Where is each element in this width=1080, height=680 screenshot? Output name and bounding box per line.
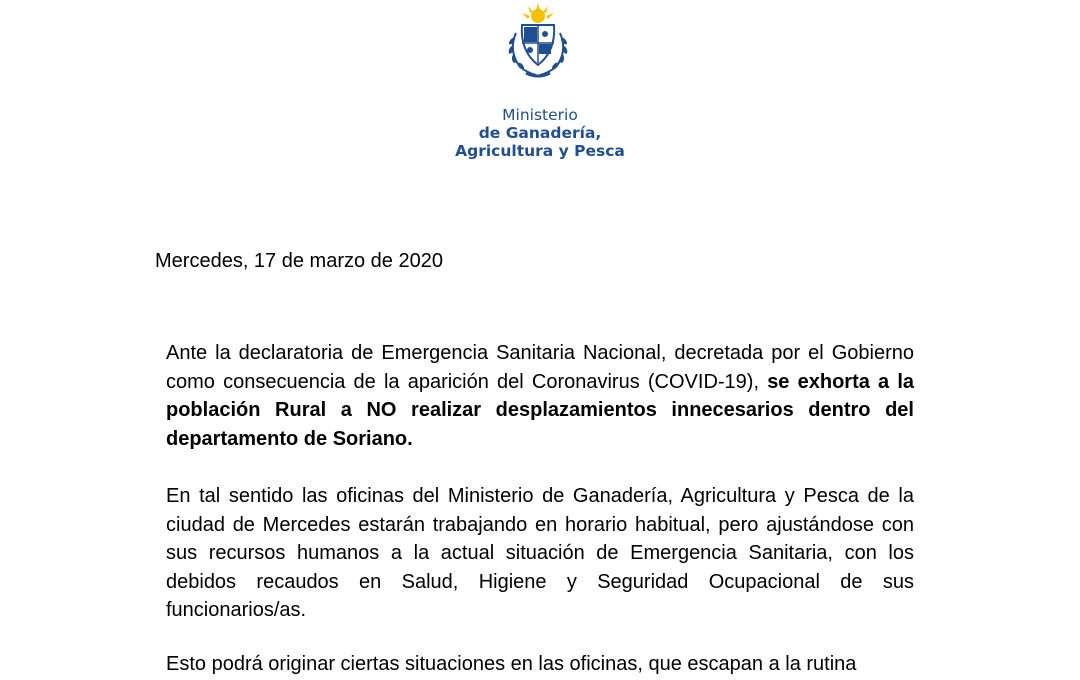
ministry-emblem	[502, 3, 574, 83]
paragraph-1-text: Ante la declaratoria de Emergencia Sanitaria Nacional, decretada por el Gobierno como consecuencia de la aparición del Coronavirus (COVID-19),	[166, 342, 914, 393]
paragraph-2	[166, 482, 914, 625]
ministry-logo-text	[440, 106, 640, 160]
paragraph-3-text: Esto podrá originar ciertas situaciones en las oficinas, que escapan a la rutina	[166, 653, 857, 675]
letter-date: Mercedes, 17 de marzo de 2020	[155, 250, 443, 272]
ministry-line-3: Agricultura y Pesca	[455, 142, 625, 160]
paragraph-1	[166, 339, 914, 453]
ministry-line-1: Ministerio	[502, 106, 578, 124]
paragraph-2-text: En tal sentido las oficinas del Ministerio de Ganadería, Agricultura y Pesca de la ciudad de Mercedes estarán trabajando en horario habitual, pero ajustándose con sus recursos humanos a la actual situación de Emergencia Sanitaria, con los debidos recaudos en Salud, Higiene y Seguridad Ocupacional de sus funcionarios/as.	[166, 485, 914, 621]
paragraph-3	[166, 650, 914, 679]
uruguay-coat-of-arms-icon	[502, 3, 574, 83]
ministry-line-2: de Ganadería,	[478, 124, 602, 142]
paragraph-1-bold: se exhorta a la población Rural a NO realizar desplazamientos innecesarios dentro del departamento de Soriano.	[166, 370, 914, 450]
